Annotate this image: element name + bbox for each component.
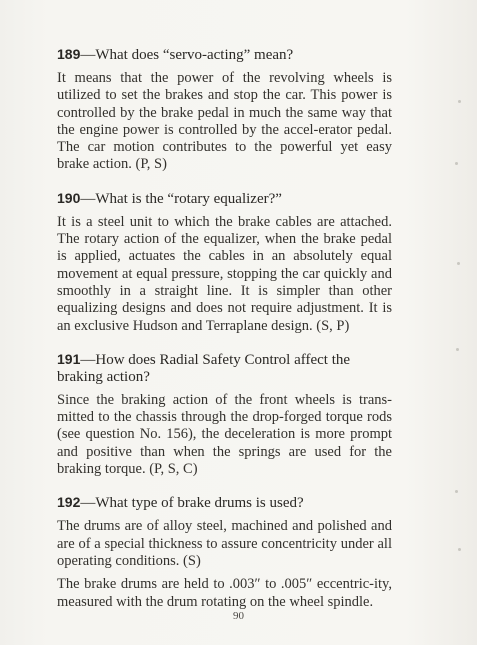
qa-section-192 [57,494,392,610]
question-text: —What does “servo-acting” mean? [80,47,294,63]
answer-paragraph: The drums are of alloy steel, machined and polished and are of a special thickness to assure concentricity under all operating conditions. (S) [57,518,392,569]
question-heading [57,351,392,386]
question-heading [57,190,392,208]
paper-speck [457,262,460,265]
answer-paragraph: It means that the power of the revolving wheels is utilized to set the brakes and stop the car. This power is controlled by the brake pedal in much the same way that the engine power is controlled by the accel-erator pedal. The car motion contributes to the powerful yet easy brake action. (P, S) [57,70,392,173]
question-number: 190 [57,189,81,206]
question-number: 192 [57,494,81,511]
document-body [57,46,392,627]
qa-section-190 [57,190,392,335]
paper-speck [458,548,461,551]
answer-paragraph: The brake drums are held to .003″ to .005″ eccentric-ity, measured with the drum rotating on the wheel spindle. [57,576,392,610]
answer-paragraph: Since the braking action of the front wheels is trans-mitted to the chassis through the drop-forged torque rods (see question No. 156), the deceleration is more prompt and positive than when the springs are used for the braking torque. (P, S, C) [57,391,392,478]
question-number: 189 [57,46,81,62]
question-heading [57,494,392,512]
question-text: —What is the “rotary equalizer?” [80,190,282,207]
paper-speck [455,162,458,165]
qa-section-191 [57,351,392,478]
page-number: 90 [233,610,244,622]
question-text: —How does Radial Safety Control affect the braking action? [57,351,351,385]
question-heading [57,46,392,64]
answer-paragraph: It is a steel unit to which the brake cables are attached. The rotary action of the equalizer, when the brake pedal is applied, actuates the cables in an absolutely equal movement at equal pressure, stopping the car quickly and smoothly in a straight line. It is simpler than other equalizing designs and does not require adjustment. It is an exclusive Hudson and Terraplane design. (S, P) [57,213,392,334]
question-number: 191 [57,350,81,367]
paper-speck [456,348,459,351]
paper-speck [455,490,458,493]
question-text: —What type of brake drums is used? [80,495,304,512]
paper-speck [458,100,461,103]
qa-section-189 [57,46,392,174]
